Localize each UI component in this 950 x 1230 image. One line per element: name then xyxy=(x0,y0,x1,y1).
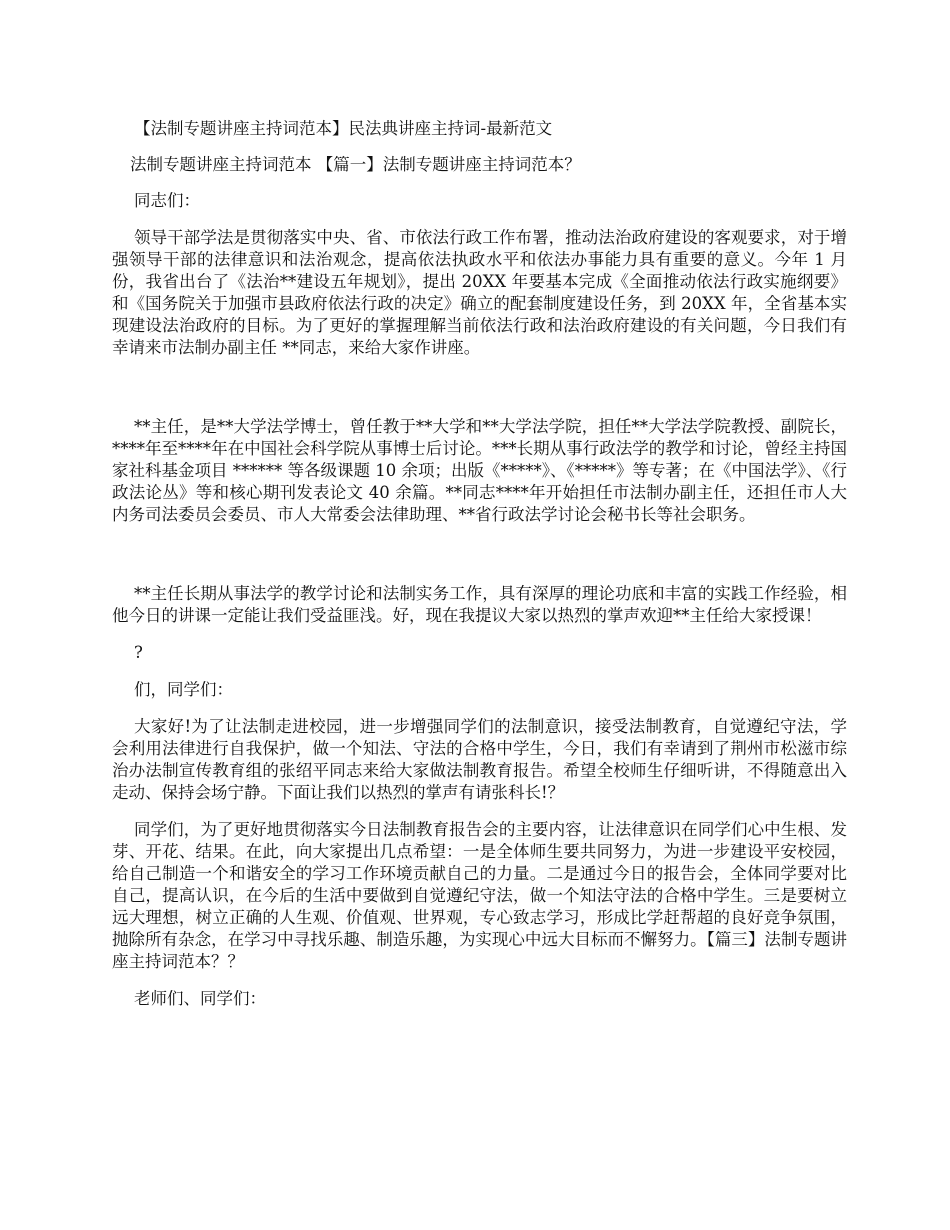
question-mark-line: ? xyxy=(134,643,143,662)
paragraph-school-intro: 大家好!为了让法制走进校园，进一步增强同学们的法制意识，接受法制教育，自觉遵纪守法，学会利用法律进行自我保护，做一个知法、守法的合格中学生，今日，我们有幸请到了荆州市松滋市综治办法制宣传教育组的张绍平同志来给大家做法制教育报告。希望全校师生仔细听讲，不得随意出入走动、保持会场宁静。下面让我们以热烈的掌声有请张科长!？ xyxy=(112,717,847,802)
paragraph-speaker-bio: **主任，是**大学法学博士，曾任教于**大学和**大学法学院，担任**大学法学院教授、副院长，****年至****年在中国社会科学院从事博士后讨论。***长期从事行政法学的教学和讨论，曾经主持国家社科基金项目 ****** 等各级课题 10 余项；出版《*****》、《*****》等专著；在《中国法学》、《行政法论丛》等和核心期刊发表论文 40 余篇。**同志****年开始担任市法制办副主任，还担任市人大内务司法委员会委员、市人大常委会法律助理、**省行政法学讨论会秘书长等社会职务。 xyxy=(112,417,847,524)
document-title: 【法制专题讲座主持词范本】民法典讲座主持词-最新范文 xyxy=(134,119,553,138)
paragraph-expectations: 同学们，为了更好地贯彻落实今日法制教育报告会的主要内容，让法律意识在同学们心中生根、发芽、开花、结果。在此，向大家提出几点希望：一是全体师生要共同努力，为进一步建设平安校园，给自己制造一个和谐安全的学习工作环境贡献自己的力量。二是通过今日的报告会，全体同学要对比自己，提高认识，在今后的生活中要做到自觉遵纪守法，做一个知法守法的合格中学生。三是要树立远大理想，树立正确的人生观、价值观、世界观，专心致志学习，形成比学赶帮超的良好竞争氛围，抛除所有杂念，在学习中寻找乐趣、制造乐趣，为实现心中远大目标而不懈努力。【篇三】法制专题讲座主持词范本？？ xyxy=(112,820,847,971)
greeting-teachers-students: 老师们、同学们： xyxy=(134,989,266,1008)
paragraph-intro: 领导干部学法是贯彻落实中央、省、市依法行政工作布署，推动法治政府建设的客观要求，对于增强领导干部的法律意识和法治观念，提高依法执政水平和依法办事能力具有重要的意义。今年 1 月份，我省出台了《法治**建设五年规划》，提出 20XX 年要基本完成《全面推动依法行政实施纲要》和《国务院关于加强市县政府依法行政的决定》确立的配套制度建设任务，到 20XX 年，全省基本实现建设法治政府的目标。为了更好的掌握理解当前依法行政和法治政府建设的有关问题，今日我们有幸请来市法制办副主任 **同志，来给大家作讲座。 xyxy=(112,228,847,357)
paragraph-welcome: **主任长期从事法学的教学讨论和法制实务工作，具有深厚的理论功底和丰富的实践工作经验，相他今日的讲课一定能让我们受益匪浅。好，现在我提议大家以热烈的掌声欢迎**主任给大家授课！ xyxy=(112,584,847,625)
document-subtitle: 法制专题讲座主持词范本 【篇一】法制专题讲座主持词范本？ xyxy=(130,155,581,174)
document-page xyxy=(112,118,847,1010)
greeting-comrades: 同志们： xyxy=(134,191,200,210)
greeting-students: 们，同学们： xyxy=(134,680,233,699)
